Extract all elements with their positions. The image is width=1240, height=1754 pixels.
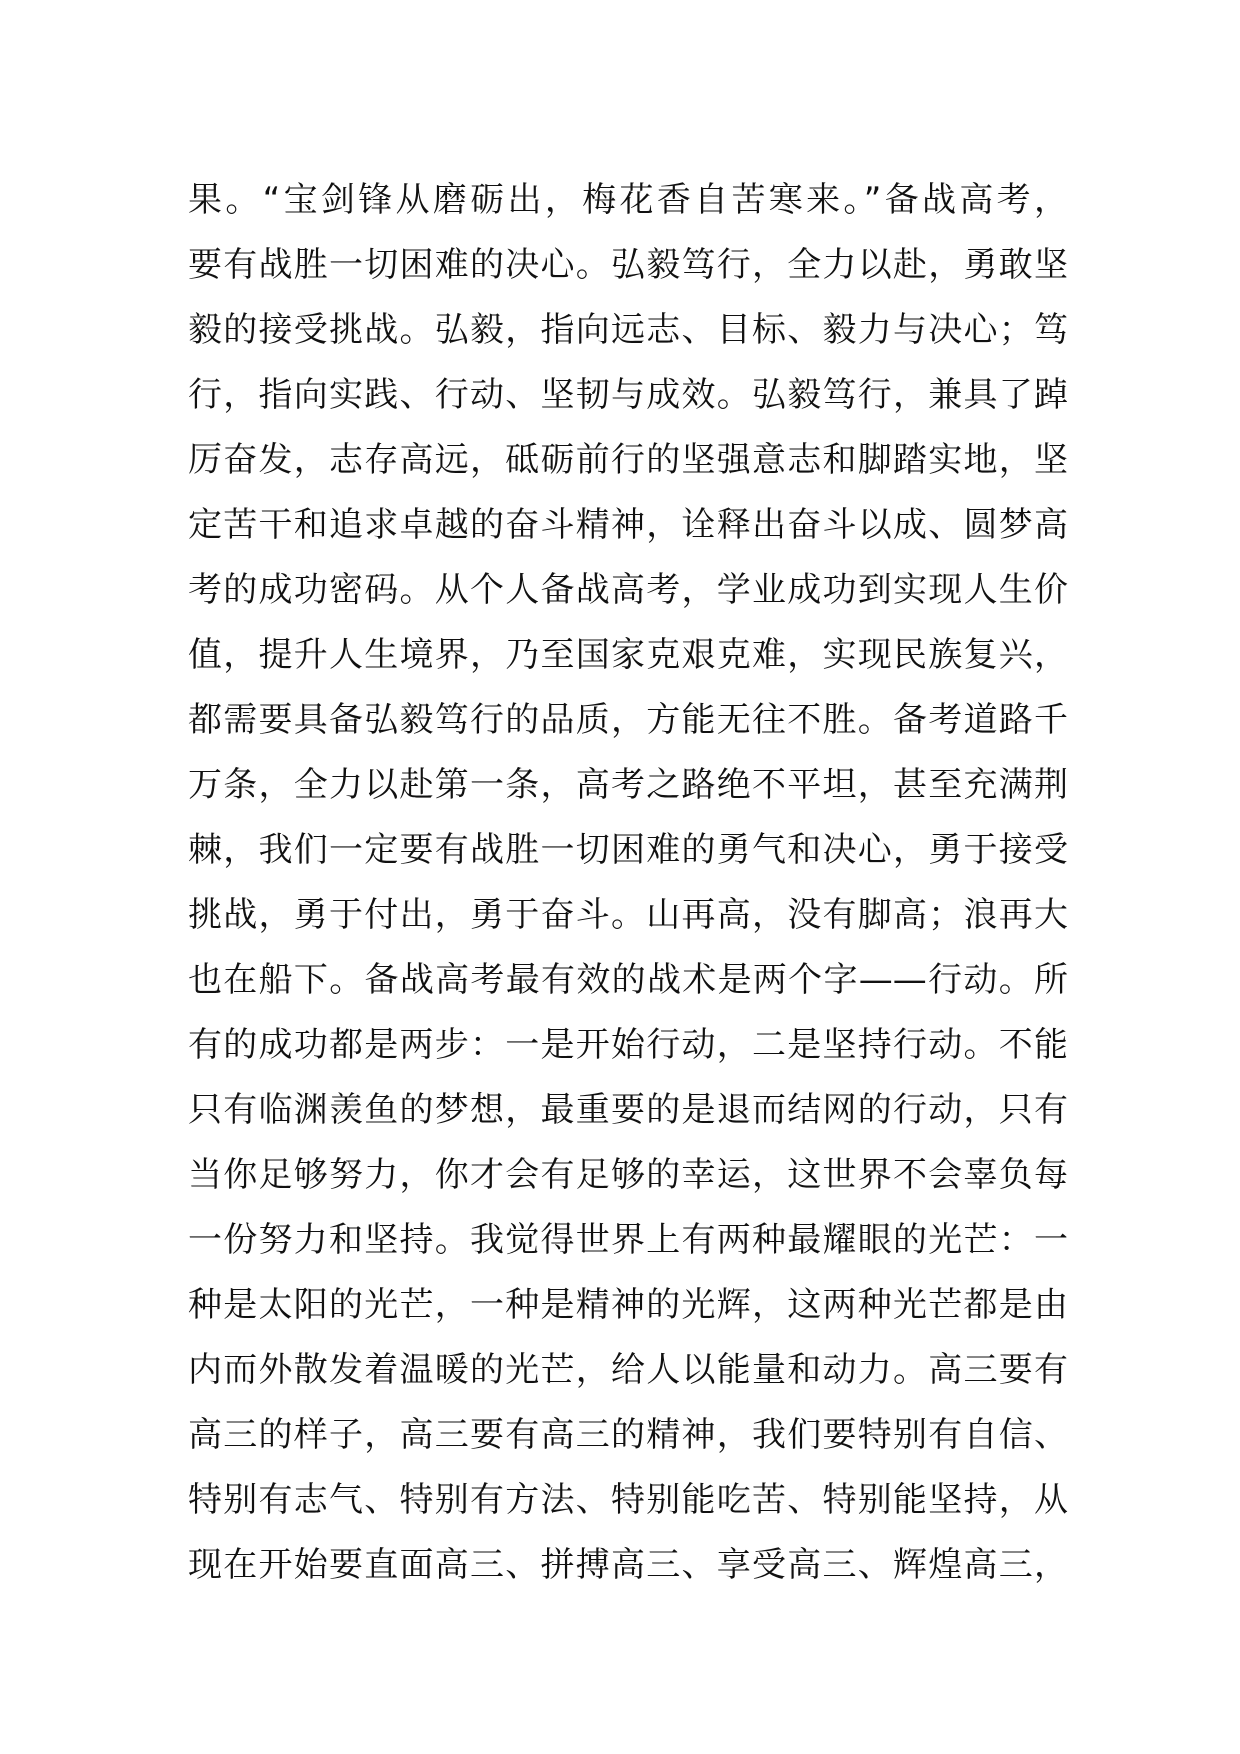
text-line: 一份努力和坚持。我觉得世界上有两种最耀眼的光芒：一: [188, 1220, 1068, 1260]
text-line: 万条，全力以赴第一条，高考之路绝不平坦，甚至充满荆: [188, 765, 1068, 805]
text-line: 种是太阳的光芒，一种是精神的光辉，这两种光芒都是由: [188, 1285, 1068, 1325]
text-line: 定苦干和追求卓越的奋斗精神，诠释出奋斗以成、圆梦高: [188, 505, 1068, 545]
text-line: 都需要具备弘毅笃行的品质，方能无往不胜。备考道路千: [188, 700, 1068, 740]
text-line: 高三的样子，高三要有高三的精神，我们要特别有自信、: [188, 1415, 1068, 1455]
text-line: 也在船下。备战高考最有效的战术是两个字——行动。所: [188, 960, 1068, 1000]
text-line: 特别有志气、特别有方法、特别能吃苦、特别能坚持，从: [188, 1480, 1068, 1520]
text-line: 考的成功密码。从个人备战高考，学业成功到实现人生价: [188, 570, 1068, 610]
text-line: 挑战，勇于付出，勇于奋斗。山再高，没有脚高；浪再大: [188, 895, 1068, 935]
text-line: 行，指向实践、行动、坚韧与成效。弘毅笃行，兼具了踔: [188, 375, 1068, 415]
text-line: 棘，我们一定要有战胜一切困难的勇气和决心，勇于接受: [188, 830, 1068, 870]
text-line: 毅的接受挑战。弘毅，指向远志、目标、毅力与决心；笃: [188, 310, 1068, 350]
body-text: [188, 168, 1068, 1598]
text-line: 只有临渊羡鱼的梦想，最重要的是退而结网的行动，只有: [188, 1090, 1068, 1130]
text-line: 有的成功都是两步：一是开始行动，二是坚持行动。不能: [188, 1025, 1068, 1065]
text-line: 要有战胜一切困难的决心。弘毅笃行，全力以赴，勇敢坚: [188, 245, 1068, 285]
text-line: 内而外散发着温暖的光芒，给人以能量和动力。高三要有: [188, 1350, 1068, 1390]
text-line: 厉奋发，志存高远，砥砺前行的坚强意志和脚踏实地，坚: [188, 440, 1068, 480]
text-line: 果。“宝剑锋从磨砺出，梅花香自苦寒来。”备战高考，: [188, 180, 1068, 220]
text-line: 现在开始要直面高三、拼搏高三、享受高三、辉煌高三，: [188, 1545, 1068, 1585]
text-line: 当你足够努力，你才会有足够的幸运，这世界不会辜负每: [188, 1155, 1068, 1195]
text-line: 值，提升人生境界，乃至国家克艰克难，实现民族复兴，: [188, 635, 1068, 675]
